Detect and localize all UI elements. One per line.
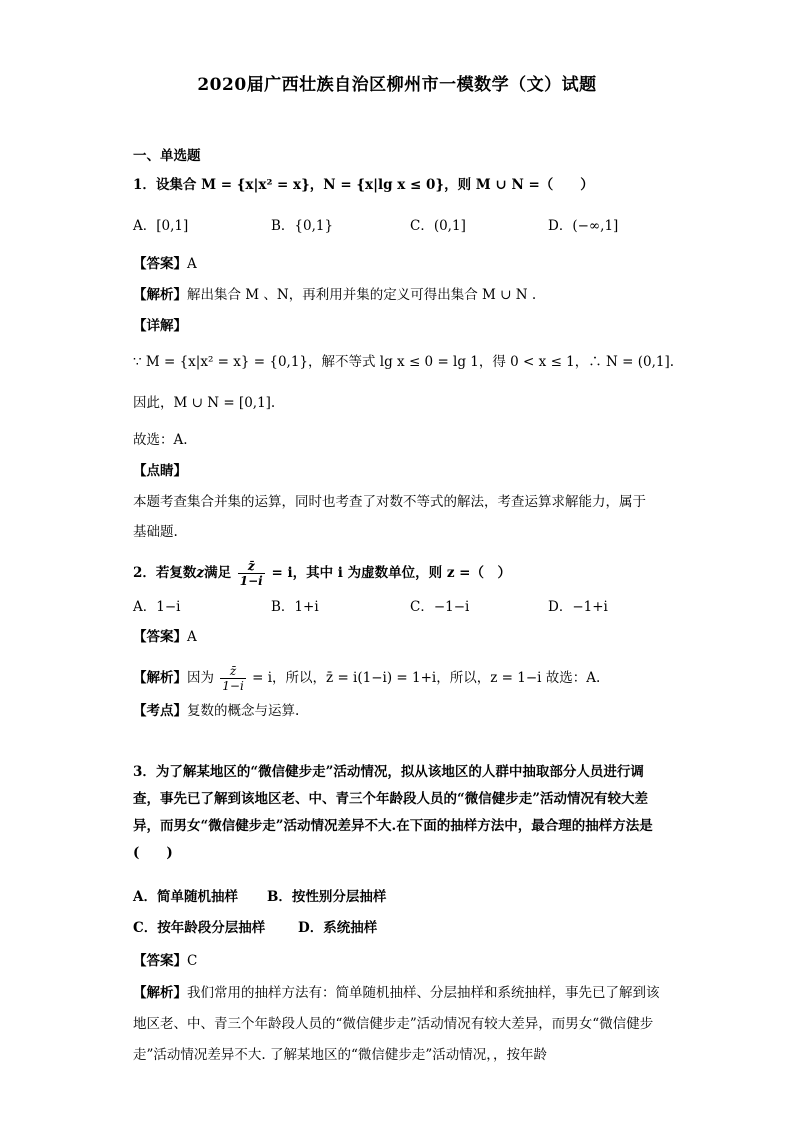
- q2-stem-a: 2．若复数: [133, 565, 197, 581]
- analysis-tag: 【解析】: [133, 670, 187, 686]
- analysis-text-b: = i，所以，z̄ = i(1−i) = 1+i，所以，z = 1−i 故选：A.: [252, 670, 601, 686]
- answer-value: C: [187, 953, 198, 969]
- q1-answer-line: [133, 254, 197, 274]
- q3-option-a: A．简单随机抽样: [133, 889, 238, 905]
- q2-stem-b: 满足: [204, 565, 232, 581]
- answer-tag: 【答案】: [133, 629, 187, 645]
- q2-option-d: D．−1+i: [548, 599, 608, 615]
- q3-option-d: D．系统抽样: [298, 920, 378, 936]
- q2-analysis-fraction: [220, 664, 246, 693]
- q1-detail-1: ∵ M = {x|x² = x} = {0,1}，解不等式 lg x ≤ 0 = lg 1，得 0 < x ≤ 1，∴ N = (0,1].: [133, 354, 675, 370]
- analysis-tag: 【解析】: [133, 985, 187, 1001]
- q2-option-a: A．1−i: [133, 599, 181, 615]
- q3-stem: 3．为了解某地区的“微信健步走”活动情况，拟从该地区的人群中抽取部分人员进行调查，事先已了解到该地区老、中、青三个年龄段人员的“微信健步走”活动情况有较大差异，而男女“微信健步走”活动情况差异不大.在下面的抽样方法中，最合理的抽样方法是( ): [133, 764, 653, 861]
- q2-stem-c: = i，其中 i 为虚数单位，则 z =（ ）: [271, 565, 511, 581]
- q2-answer-line: [133, 627, 197, 647]
- q2-option-c: C．−1−i: [410, 599, 470, 615]
- point-text: 复数的概念与运算.: [187, 703, 300, 719]
- q3-option-b: B．按性别分层抽样: [267, 889, 387, 905]
- q1-option-d: D．(−∞,1]: [548, 218, 619, 234]
- q1-stem: 1．设集合 M = {x|x² = x}，N = {x|lg x ≤ 0}，则 M ∪ N =（ ）: [133, 177, 594, 193]
- q2-analysis-frac-num: z̄: [220, 664, 246, 679]
- q3-answer-line: [133, 951, 197, 971]
- q2-analysis-frac-den: 1−i: [222, 679, 244, 693]
- analysis-text: 解出集合 M 、N，再利用并集的定义可得出集合 M ∪ N .: [187, 287, 537, 303]
- q1-comment-tag: 【点睛】: [133, 463, 187, 479]
- q1-option-b: B．{0,1}: [271, 218, 334, 234]
- q2-frac-den: 1−i: [239, 574, 263, 588]
- answer-value: A: [187, 629, 197, 645]
- q2-point-line: [133, 701, 299, 721]
- q3-analysis: [133, 978, 663, 1071]
- q1-detail-tag: 【详解】: [133, 318, 187, 334]
- q2-fraction: [238, 559, 265, 588]
- q1-detail-3: 故选：A.: [133, 432, 188, 448]
- q2-analysis-line: [133, 664, 600, 693]
- q2-option-b: B．1+i: [271, 599, 319, 615]
- q2-stem: 2．若复数z满足 $\frac{z̄}{1-i}$ = i，其中 i 为虚数单位，则 z =（ ）: [133, 559, 511, 588]
- analysis-text-a: 因为: [187, 670, 214, 686]
- answer-tag: 【答案】: [133, 256, 187, 272]
- page-title: 2020届广西壮族自治区柳州市一模数学（文）试题: [197, 75, 597, 95]
- q1-option-a: A．[0,1]: [133, 218, 189, 234]
- point-tag: 【考点】: [133, 703, 187, 719]
- q1-comment-2: 基础题.: [133, 524, 178, 540]
- q1-analysis-line: [133, 285, 536, 305]
- section-heading: 一、单选题: [133, 148, 201, 164]
- q2-frac-num: z̄: [238, 559, 265, 574]
- analysis-text: 我们常用的抽样方法有：简单随机抽样、分层抽样和系统抽样，事先已了解到该地区老、中、青三个年龄段人员的“微信健步走”活动情况有较大差异，而男女“微信健步走”活动情况差异不大. 了解某地区的“微信健步走”活动情况，，按年龄: [133, 985, 660, 1063]
- q1-comment-1: 本题考查集合并集的运算，同时也考查了对数不等式的解法，考查运算求解能力，属于: [133, 494, 646, 510]
- q1-detail-2: 因此，M ∪ N = [0,1].: [133, 395, 276, 411]
- answer-value: A: [187, 256, 197, 272]
- q3-option-c: C．按年龄段分层抽样: [133, 920, 266, 936]
- analysis-tag: 【解析】: [133, 287, 187, 303]
- answer-tag: 【答案】: [133, 953, 187, 969]
- q1-option-c: C．(0,1]: [410, 218, 466, 234]
